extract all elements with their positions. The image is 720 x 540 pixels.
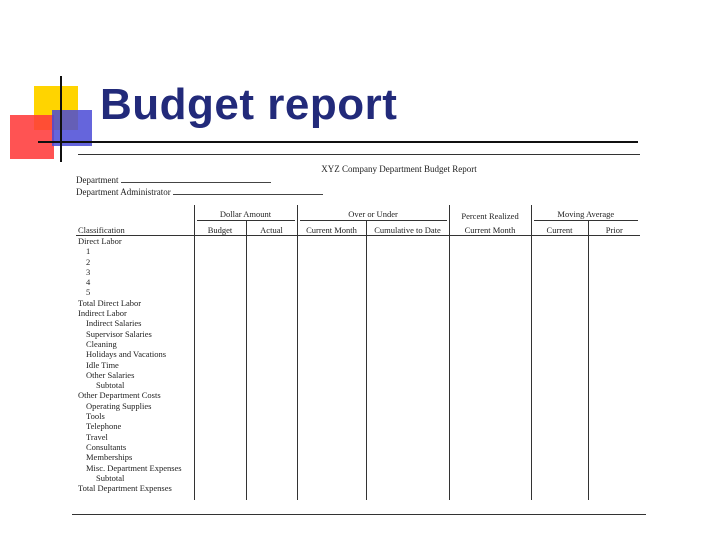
moving-prior-cell — [588, 236, 640, 501]
classification-item: Consultants — [86, 441, 127, 452]
col-prior: Prior — [588, 221, 640, 236]
moving-current-cell — [531, 236, 588, 501]
actual-cell — [246, 236, 297, 501]
cumulative-cell — [366, 236, 449, 501]
group-percent-realized: Percent Realized — [449, 205, 531, 221]
decor-red-square — [10, 115, 54, 159]
classification-item: Other Department Costs — [78, 390, 161, 401]
classification-item: 5 — [86, 287, 91, 298]
classification-item: Misc. Department Expenses — [86, 462, 182, 473]
administrator-blank — [173, 186, 323, 195]
col-current: Current — [531, 221, 588, 236]
report-top-rule — [78, 154, 640, 155]
classification-item: Indirect Labor — [78, 308, 127, 319]
classification-item: Idle Time — [86, 359, 119, 370]
department-line — [76, 174, 642, 186]
classification-item: Subtotal — [96, 380, 125, 391]
classification-item: Supervisor Salaries — [86, 328, 152, 339]
classification-item: 1 — [86, 246, 91, 257]
group-dollar-amount: Dollar Amount — [194, 205, 297, 221]
classification-item: Indirect Salaries — [86, 318, 142, 329]
col-current-month: Current Month — [297, 221, 366, 236]
department-label: Department — [76, 175, 119, 185]
current-month-cell — [297, 236, 366, 501]
percent-realized-cell — [449, 236, 531, 501]
budget-cell — [194, 236, 246, 501]
classification-item: Telephone — [86, 421, 122, 432]
col-percent-current-month: Current Month — [449, 221, 531, 236]
classification-item: Travel — [86, 431, 108, 442]
budget-report-table — [76, 205, 640, 500]
column-header-row — [76, 221, 640, 236]
administrator-label: Department Administrator — [76, 187, 171, 197]
classification-item: Other Salaries — [86, 369, 135, 380]
classification-item: Direct Labor — [78, 236, 122, 246]
classification-list — [76, 236, 194, 501]
classification-item: Total Department Expenses — [78, 483, 172, 494]
col-classification: Classification — [76, 221, 194, 236]
table-body-row — [76, 236, 640, 501]
group-moving-average: Moving Average — [531, 205, 640, 221]
classification-item: Tools — [86, 411, 105, 422]
title-underline — [38, 141, 638, 143]
department-blank — [121, 174, 271, 183]
classification-item: Total Direct Labor — [78, 297, 142, 308]
report-title: XYZ Company Department Budget Report — [321, 164, 477, 174]
group-header-row — [76, 205, 640, 221]
col-actual: Actual — [246, 221, 297, 236]
classification-item: Subtotal — [96, 472, 125, 483]
group-over-under: Over or Under — [297, 205, 449, 221]
decor-vertical-line — [60, 76, 62, 162]
report-bottom-rule — [72, 514, 646, 515]
classification-item: 2 — [86, 256, 91, 267]
slide-title: Budget report — [100, 80, 398, 129]
col-cumulative: Cumulative to Date — [366, 221, 449, 236]
administrator-line — [76, 186, 642, 198]
classification-item: 3 — [86, 266, 91, 277]
classification-item: Holidays and Vacations — [86, 349, 167, 360]
classification-item: Operating Supplies — [86, 400, 152, 411]
classification-item: Cleaning — [86, 338, 117, 349]
col-budget: Budget — [194, 221, 246, 236]
report-header — [76, 164, 642, 198]
classification-item: Memberships — [86, 452, 133, 463]
classification-item: 4 — [86, 277, 91, 288]
